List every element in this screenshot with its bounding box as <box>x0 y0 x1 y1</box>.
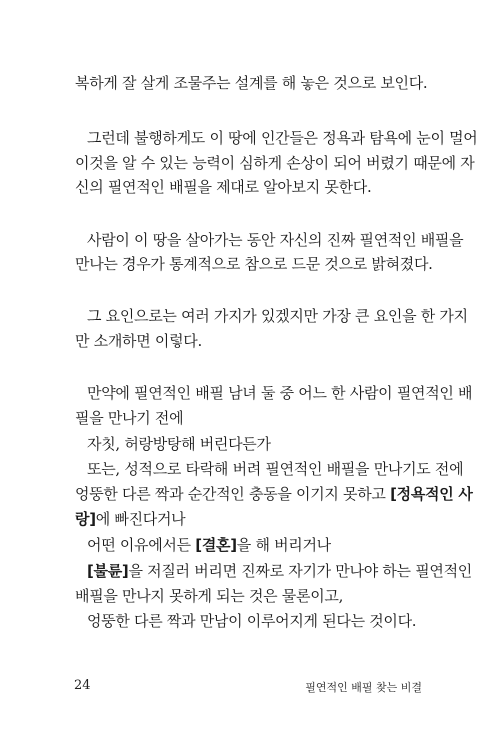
text-line: 또는, 성적으로 타락해 버려 필연적인 배필을 만나기도 전에 <box>87 460 464 478</box>
text-line: 신의 필연적인 배필을 제대로 알아보지 못한다. <box>75 178 372 196</box>
text-line: 그런데 불행하게도 이 땅에 인간들은 정욕과 탐욕에 눈이 멀어 <box>87 129 478 147</box>
text-line: 배필을 만나지 못하게 되는 것은 물론이고, <box>75 587 344 605</box>
text-run: 어떤 이유에서든 <box>87 536 196 554</box>
bracketed-term: [결혼] <box>195 536 237 554</box>
bracketed-term: [불륜] <box>87 562 129 580</box>
text-line: 사람이 이 땅을 살아가는 동안 자신의 진짜 필연적인 배필을 <box>87 231 464 249</box>
text-line: 엉뚱한 다른 짝과 만남이 이루어지게 된다는 것이다. <box>87 612 417 630</box>
text-run: 에 빠진다거나 <box>95 510 186 528</box>
text-line <box>0 561 500 581</box>
running-footer-title: 필연적인 배필 찾는 비결 <box>305 681 422 694</box>
text-line: 필을 만나기 전에 <box>75 409 184 427</box>
text-line: 만약에 필연적인 배필 남녀 둘 중 어느 한 사람이 필연적인 배 <box>87 384 473 402</box>
text-line: 복하게 잘 살게 조물주는 설계를 해 놓은 것으로 보인다. <box>75 74 428 92</box>
text-run: 을 해 버리거나 <box>236 536 331 554</box>
text-line: 만 소개하면 이렇다. <box>75 332 202 350</box>
text-line: 이것을 알 수 있는 능력이 심하게 손상이 되어 버렸기 때문에 자 <box>75 154 475 172</box>
text-line <box>0 484 500 504</box>
text-line <box>0 535 500 555</box>
text-run: 을 저질러 버리면 진짜로 자기가 만나야 하는 필연적인 <box>128 562 472 580</box>
text-run: 엉뚱한 다른 짝과 순간적인 충동을 이기지 못하고 <box>75 485 391 503</box>
bracketed-term: 랑] <box>75 510 96 528</box>
page-number: 24 <box>74 678 91 693</box>
text-line: 만나는 경우가 통계적으로 참으로 드문 것으로 밝혀졌다. <box>75 255 433 273</box>
text-line: 그 요인으로는 여러 가지가 있겠지만 가장 큰 요인을 한 가지 <box>87 307 468 325</box>
text-line <box>0 509 500 529</box>
bracketed-term: [정욕적인 사 <box>390 485 473 503</box>
text-line: 자칫, 허랑방탕해 버린다든가 <box>87 435 271 453</box>
